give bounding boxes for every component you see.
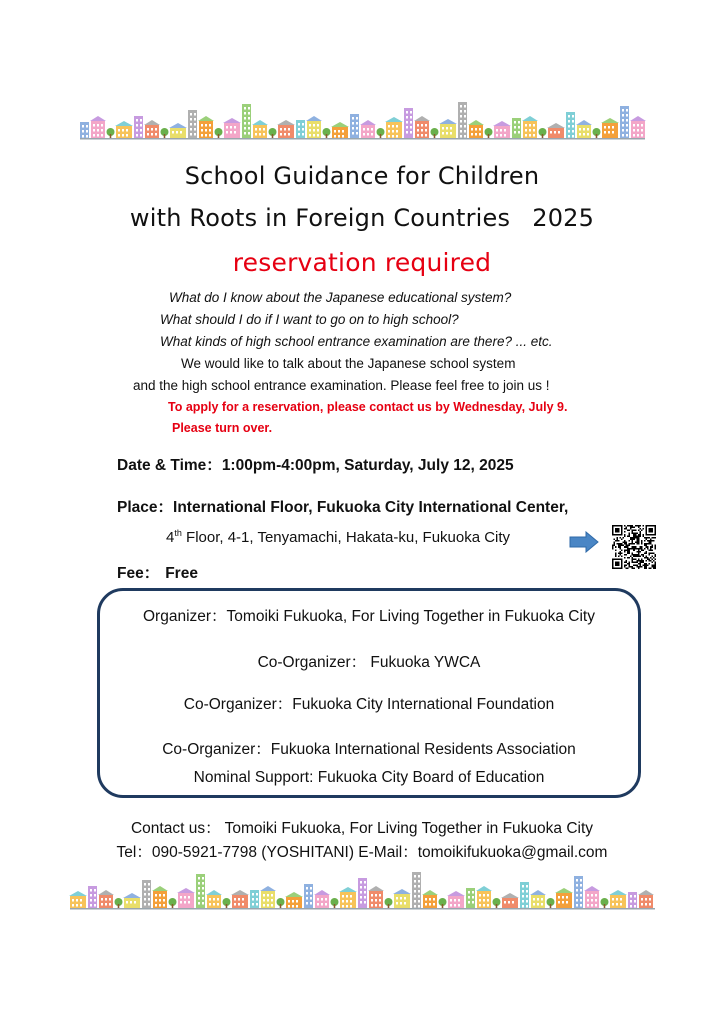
fee: [117, 561, 198, 583]
title-year: 2025: [532, 204, 595, 232]
address-floor-number: 4: [166, 529, 175, 546]
question-3: What kinds of high school entrance examination are there? ... etc.: [160, 334, 553, 349]
co-organizer-international-foundation: Co-Organizer：Fukuoka City International Foundation: [183, 696, 555, 713]
reservation-required-heading: reservation required: [232, 248, 492, 277]
contact-line: Contact us： Tomoiki Fukuoka, For Living Together in Fukuoka City: [130, 820, 594, 837]
reservation-notice: To apply for a reservation, please contact us by Wednesday, July 9.: [168, 400, 568, 414]
place-label: Place：: [117, 499, 174, 516]
date-time-value: 1:00pm-4:00pm, Saturday, July 12, 2025: [221, 457, 514, 474]
city-banner-top: [0, 96, 724, 140]
place-value: International Floor, Fukuoka City International Center,: [173, 499, 569, 516]
co-organizer-ywca: Co-Organizer： Fukuoka YWCA: [257, 654, 481, 671]
turn-over-notice: Please turn over.: [172, 421, 273, 435]
question-2: What should I do if I want to go on to high school?: [160, 312, 459, 327]
intro-paragraph-2: and the high school entrance examination. Please feel free to join us !: [133, 378, 550, 393]
title-line-1: School Guidance for Children: [184, 162, 540, 190]
date-time: [117, 453, 514, 475]
address-rest: Floor, 4-1, Tenyamachi, Hakata-ku, Fukuoka City: [181, 529, 511, 546]
address: [166, 528, 510, 546]
qr-code-icon[interactable]: [612, 525, 656, 569]
date-time-label: Date & Time：: [117, 457, 222, 474]
title-line-2: [0, 204, 724, 232]
nominal-support: Nominal Support: Fukuoka City Board of Education: [193, 769, 545, 786]
city-banner-bottom: [0, 866, 724, 910]
right-arrow-icon: [569, 531, 599, 553]
tel-email-line: Tel：090-5921-7798 (YOSHITANI) E-Mail：tomoikifukuoka@gmail.com: [116, 844, 608, 861]
address-floor-suffix: th: [174, 528, 182, 538]
place: [117, 495, 568, 517]
intro-paragraph-1: We would like to talk about the Japanese school system: [181, 356, 516, 371]
organizer: Organizer：Tomoiki Fukuoka, For Living Together in Fukuoka City: [143, 608, 595, 625]
title-line-2-text: with Roots in Foreign Countries: [129, 204, 511, 232]
fee-value: Free: [165, 565, 198, 582]
fee-label: Fee：: [117, 565, 160, 582]
co-organizer-residents-association: Co-Organizer：Fukuoka International Residents Association: [162, 741, 576, 758]
question-1: What do I know about the Japanese educational system?: [169, 290, 512, 305]
